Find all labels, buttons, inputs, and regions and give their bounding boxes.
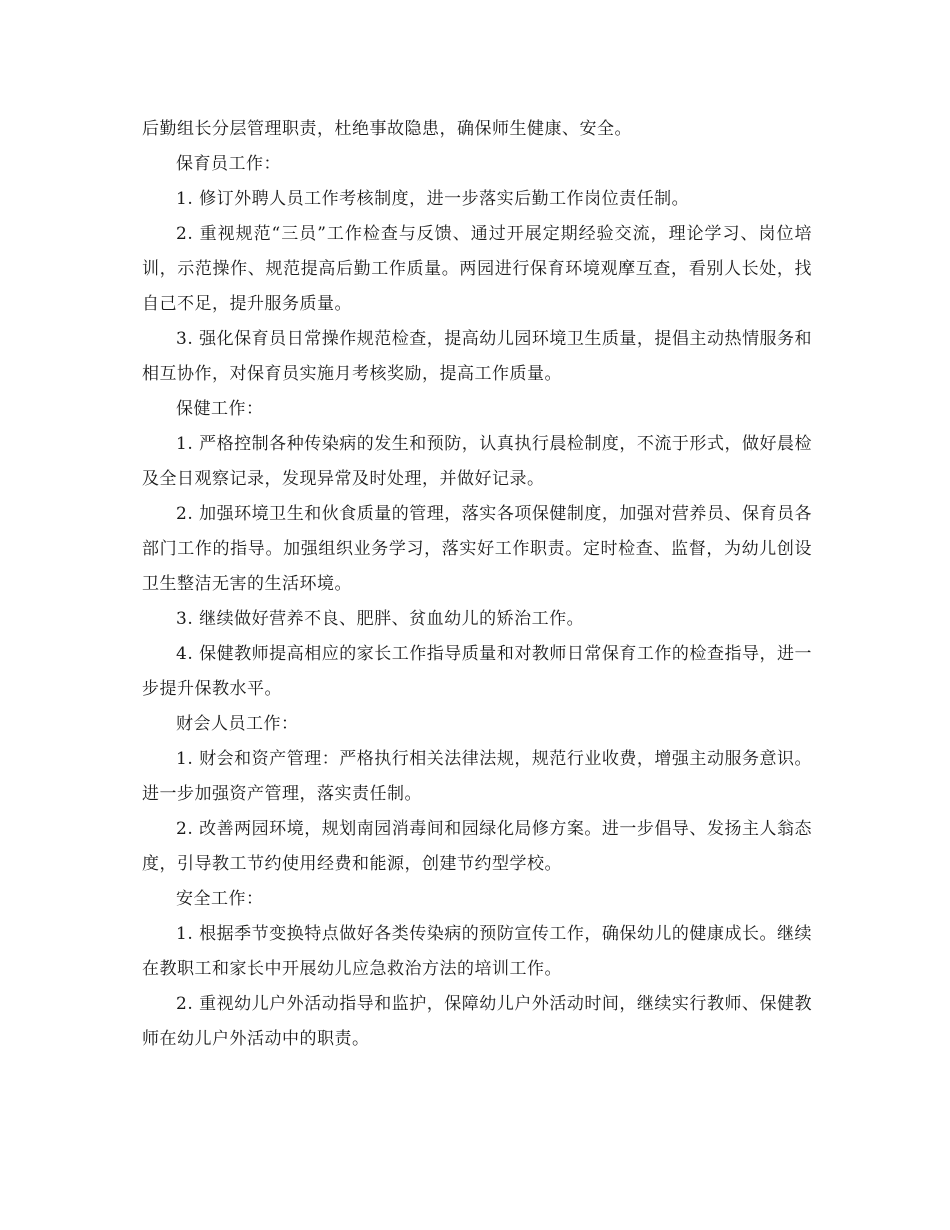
health-item-2: 2. 加强环境卫生和伙食质量的管理，落实各项保健制度，加强对营养员、保育员各部门工作的指导。加强组织业务学习，落实好工作职责。定时检查、监督，为幼儿创设卫生整洁无害的生活环境。 bbox=[142, 504, 812, 594]
childcare-item-1: 1. 修订外聘人员工作考核制度，进一步落实后勤工作岗位责任制。 bbox=[176, 189, 690, 209]
childcare-item-2: 2. 重视规范“三员”工作检查与反馈、通过开展定期经验交流，理论学习、岗位培训，示范操作、规范提高后勤工作质量。两园进行保育环境观摩互查，看别人长处，找自己不足，提升服务质量。 bbox=[142, 224, 812, 314]
finance-item-1: 1. 财会和资产管理：严格执行相关法律法规，规范行业收费，增强主动服务意识。进一步加强资产管理，落实责任制。 bbox=[142, 749, 812, 804]
health-item-3: 3. 继续做好营养不良、肥胖、贫血幼儿的矫治工作。 bbox=[176, 609, 585, 629]
safety-item-1: 1. 根据季节变换特点做好各类传染病的预防宣传工作，确保幼儿的健康成长。继续在教职工和家长中开展幼儿应急救治方法的培训工作。 bbox=[142, 924, 812, 979]
section-heading-safety: 安全工作： bbox=[176, 889, 264, 909]
safety-item-2: 2. 重视幼儿户外活动指导和监护，保障幼儿户外活动时间，继续实行教师、保健教师在幼儿户外活动中的职责。 bbox=[142, 994, 812, 1049]
childcare-item-3: 3. 强化保育员日常操作规范检查，提高幼儿园环境卫生质量，提倡主动热情服务和相互协作，对保育员实施月考核奖励，提高工作质量。 bbox=[142, 329, 812, 384]
finance-item-2: 2. 改善两园环境，规划南园消毒间和园绿化局修方案。进一步倡导、发扬主人翁态度，引导教工节约使用经费和能源，创建节约型学校。 bbox=[142, 819, 812, 874]
section-heading-finance: 财会人员工作： bbox=[176, 714, 299, 734]
document-body bbox=[142, 112, 812, 1057]
section-heading-childcare-staff: 保育员工作： bbox=[176, 154, 281, 174]
health-item-4: 4. 保健教师提高相应的家长工作指导质量和对教师日常保育工作的检查指导，进一步提升保教水平。 bbox=[142, 644, 812, 699]
paragraph-continuation: 后勤组长分层管理职责，杜绝事故隐患，确保师生健康、安全。 bbox=[142, 119, 632, 139]
health-item-1: 1. 严格控制各种传染病的发生和预防，认真执行晨检制度，不流于形式，做好晨检及全日观察记录，发现异常及时处理，并做好记录。 bbox=[142, 434, 812, 489]
section-heading-health-care: 保健工作： bbox=[176, 399, 264, 419]
